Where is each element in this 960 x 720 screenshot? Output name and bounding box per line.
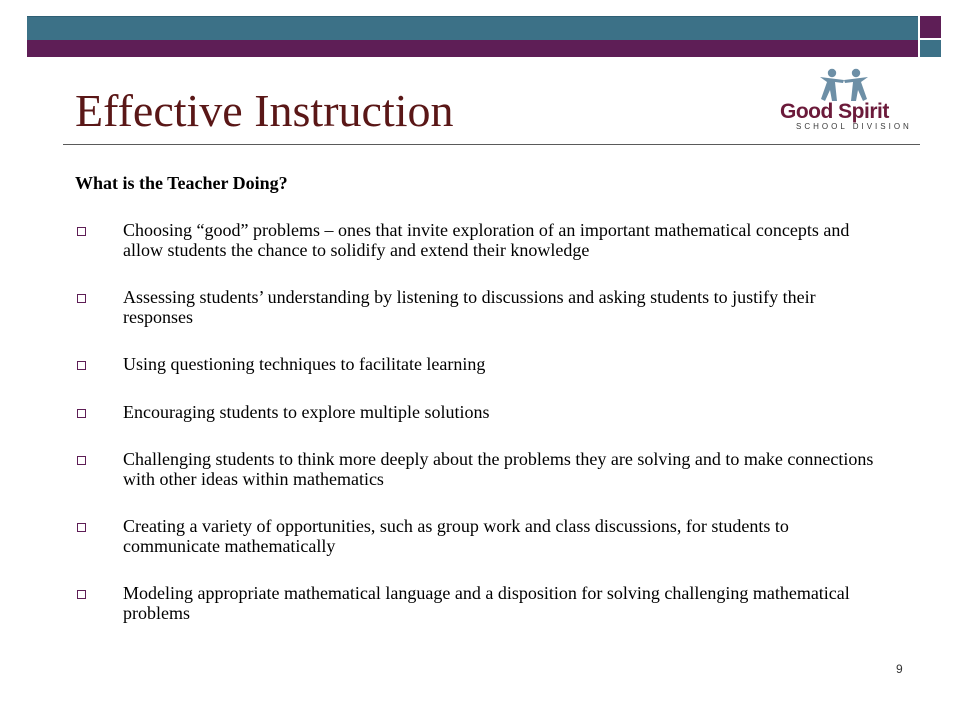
logo-name: Good Spirit [780,100,889,123]
header-corner-teal [920,40,941,57]
square-bullet-icon [77,294,86,303]
title-divider [63,144,920,145]
header-corner-purple [920,16,941,38]
slide-title: Effective Instruction [75,85,454,136]
bullet-item [75,221,875,260]
header-band-teal [27,16,918,41]
bullet-text: Choosing “good” problems – ones that invite exploration of an important mathematical concepts and allow students the chance to solidify and extend their knowledge [123,220,850,260]
header-band-purple [27,40,918,57]
square-bullet-icon [77,409,86,418]
square-bullet-icon [77,456,86,465]
section-heading: What is the Teacher Doing? [75,173,288,193]
bullet-text: Encouraging students to explore multiple solutions [123,401,490,422]
page-number: 9 [896,662,903,676]
bullet-item [75,517,875,556]
bullet-item [75,450,875,489]
bullet-text: Assessing students’ understanding by listening to discussions and asking students to justify their responses [123,287,816,327]
bullet-text: Challenging students to think more deeply about the problems they are solving and to make connections with other ideas within mathematics [123,449,874,489]
square-bullet-icon [77,227,86,236]
bullet-text: Modeling appropriate mathematical language and a disposition for solving challenging mathematical problems [123,583,850,623]
square-bullet-icon [77,523,86,532]
logo-subtitle: SCHOOL DIVISION [796,122,912,131]
bullet-item [75,288,875,327]
square-bullet-icon [77,361,86,370]
good-spirit-logo [776,68,912,134]
bullet-item [75,584,875,623]
bullet-list [75,221,875,651]
bullet-item [75,403,875,423]
bullet-text: Using questioning techniques to facilitate learning [123,354,486,374]
two-figures-icon [816,68,872,102]
bullet-item [75,355,875,375]
bullet-text: Creating a variety of opportunities, such as group work and class discussions, for students to communicate mathematically [123,516,789,556]
square-bullet-icon [77,590,86,599]
